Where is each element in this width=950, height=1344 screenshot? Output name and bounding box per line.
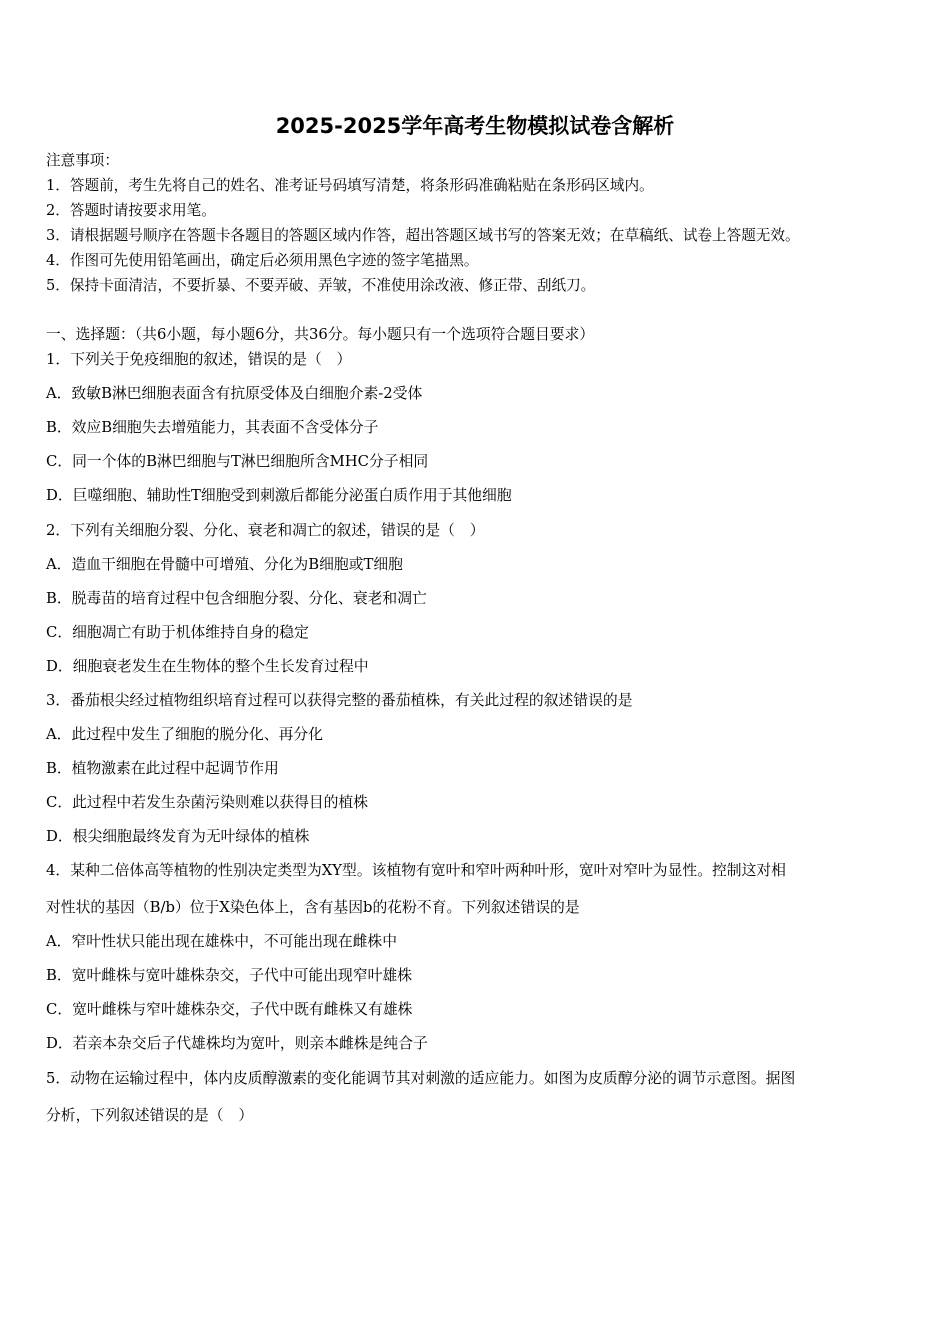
question-option: A．此过程中发生了细胞的脱分化、再分化	[46, 726, 324, 743]
question-option: B．脱毒苗的培育过程中包含细胞分裂、分化、衰老和凋亡	[46, 590, 427, 607]
question-stem: 对性状的基因（B/b）位于X染色体上，含有基因b的花粉不育。下列叙述错误的是	[46, 899, 580, 916]
question-option: B．宽叶雌株与宽叶雄株杂交，子代中可能出现窄叶雄株	[46, 967, 413, 984]
question-option: C．宽叶雌株与窄叶雄株杂交，子代中既有雌株又有雄株	[46, 1001, 413, 1018]
question-stem: 2．下列有关细胞分裂、分化、衰老和凋亡的叙述，错误的是（ ）	[46, 522, 485, 539]
question-option: D．巨噬细胞、辅助性T细胞受到刺激后都能分泌蛋白质作用于其他细胞	[46, 487, 512, 504]
notice-item: 2．答题时请按要求用笔。	[46, 202, 216, 219]
question-option: D．根尖细胞最终发育为无叶绿体的植株	[46, 828, 310, 845]
question-stem: 3．番茄根尖经过植物组织培育过程可以获得完整的番茄植株，有关此过程的叙述错误的是	[46, 692, 633, 709]
question-option: C．同一个体的B淋巴细胞与T淋巴细胞所含MHC分子相同	[46, 453, 429, 470]
question-stem: 5．动物在运输过程中，体内皮质醇激素的变化能调节其对刺激的适应能力。如图为皮质醇分泌的调节示意图。据图	[46, 1070, 796, 1087]
question-option: A．致敏B淋巴细胞表面含有抗原受体及白细胞介素-2受体	[46, 385, 423, 402]
question-option: A．窄叶性状只能出现在雄株中，不可能出现在雌株中	[46, 933, 398, 950]
question-option: C．细胞凋亡有助于机体维持自身的稳定	[46, 624, 309, 641]
question-stem: 分析，下列叙述错误的是（ ）	[46, 1107, 254, 1124]
question-stem: 4．某种二倍体高等植物的性别决定类型为XY型。该植物有宽叶和窄叶两种叶形，宽叶对窄叶为显性。控制这对相	[46, 862, 786, 879]
question-option: C．此过程中若发生杂菌污染则难以获得目的植株	[46, 794, 369, 811]
section-heading: 一、选择题：（共6小题，每小题6分，共36分。每小题只有一个选项符合题目要求）	[46, 326, 595, 343]
question-option: D．若亲本杂交后子代雄株均为宽叶，则亲本雌株是纯合子	[46, 1035, 428, 1052]
notice-item: 3．请根据题号顺序在答题卡各题目的答题区域内作答，超出答题区域书写的答案无效；在草稿纸、试卷上答题无效。	[46, 227, 800, 244]
question-stem: 1．下列关于免疫细胞的叙述，错误的是（ ）	[46, 351, 352, 368]
notice-item: 5．保持卡面清洁，不要折暴、不要弄破、弄皱，不准使用涂改液、修正带、刮纸刀。	[46, 277, 596, 294]
question-option: B．植物激素在此过程中起调节作用	[46, 760, 279, 777]
notice-item: 4．作图可先使用铅笔画出，确定后必须用黑色字迹的签字笔描黑。	[46, 252, 479, 269]
question-option: D．细胞衰老发生在生物体的整个生长发育过程中	[46, 658, 369, 675]
page-title: 2025-2025学年高考生物模拟试卷含解析	[275, 114, 675, 138]
notice-item: 1．答题前，考生先将自己的姓名、准考证号码填写清楚，将条形码准确粘贴在条形码区域内。	[46, 177, 654, 194]
question-option: B．效应B细胞失去增殖能力，其表面不含受体分子	[46, 419, 379, 436]
question-option: A．造血干细胞在骨髓中可增殖、分化为B细胞或T细胞	[46, 556, 403, 573]
notice-heading: 注意事项：	[46, 152, 119, 169]
